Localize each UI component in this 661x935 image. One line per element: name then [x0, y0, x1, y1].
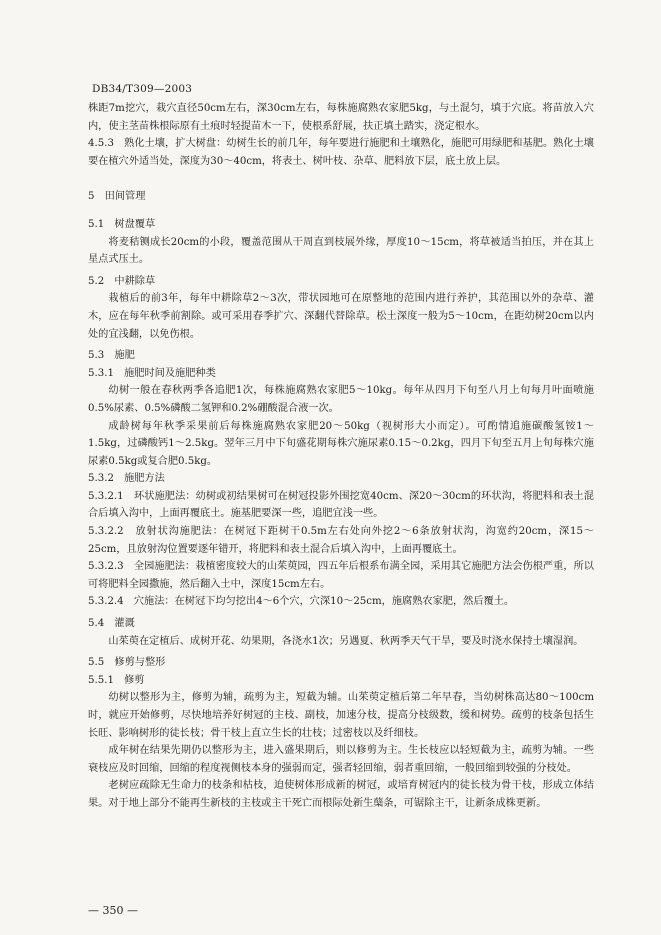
page-number: — 350 —	[88, 904, 138, 917]
paragraph: 株距7m挖穴，栽穴直径50cm左右，深30cm左右，每株施腐熟农家肥5kg，与土混匀，填于穴底。将苗放入穴内，使主茎苗株根际原有土痕时轻提苗木一下，使根系舒展，扶正填土踏实，浇定根水。	[88, 103, 594, 132]
paragraph: 山茱萸在定植后、成树开花、幼果期，各浇水1次；另遇夏、秋两季天气干旱，要及时浇水保持土壤湿润。	[108, 635, 584, 647]
paragraph: 老树应疏除无生命力的枝条和枯枝，迫使树体形成新的树冠，或培育树冠内的徒长枝为骨干枝，形成立体结果。对于地上部分不能再生新枝的主枝或主干死亡而根际处新生蘖条，可锯除主干，让新条成株更新。	[88, 780, 594, 809]
paragraph: 5.3.2.1 环状施肥法：幼树或初结果树可在树冠投影外围挖宽40cm、深20～30cm的环状沟，将肥料和表土混合后填入沟中，上面再覆底土。施基肥要深一些，追肥宜浅一些。	[88, 490, 594, 520]
subsection-heading: 5.3 施肥	[88, 350, 135, 362]
standard-number: DB34/T309—2003	[92, 83, 193, 95]
paragraph: 幼树一般在春秋两季各追肥1次，每株施腐熟农家肥5～10kg。每年从四月下旬至八月上旬每月叶面喷施0.5%尿素、0.5%磷酸二氢钾和0.2%硼酸混合液一次。	[88, 385, 594, 414]
paragraph: 成年树在结果先期仍以整形为主，进入盛果期后，则以修剪为主。生长枝应以轻短截为主，疏剪为辅。一些衰枝应及时回缩，回缩的程度视侧枝本身的强弱而定，强者轻回缩，弱者重回缩，一般回缩到较强的分枝处。	[88, 745, 594, 774]
paragraph: 栽植后的前3年，每年中耕除草2～3次，带状园地可在原整地的范围内进行养护，其范围以外的杂草、灌木，应在每年秋季前割除。或可采用春季扩穴、深翻代替除草。松土深度一般为5～10cm，在距幼树20cm以内处的宜浅翻，以免伤根。	[88, 293, 594, 340]
subsection-heading: 5.5 修剪与整形	[88, 657, 166, 669]
paragraph: 5.3.2.4 穴施法：在树冠下均匀挖出4～6个穴，穴深10～25cm，施腐熟农家肥，然后覆土。	[88, 596, 515, 608]
sub-subsection-heading: 5.3.1 施肥时间及施肥种类	[88, 367, 216, 379]
paragraph: 4.5.3 熟化土壤，扩大树盘：幼树生长的前几年，每年要进行施肥和土壤熟化，施肥可用绿肥和基肥。熟化土壤要在植穴外适当处，深度为30～40cm，将表土、树叶枝、杂草、肥料放下层，底土放上层。	[88, 138, 594, 167]
document-body	[88, 100, 594, 813]
paragraph: 成龄树每年秋季采果前后每株施腐熟农家肥20～50kg（视树形大小而定）。可酌情追施碳酸氢铵1～1.5kg，过磷酸钙1～2.5kg。翌年三月中下旬盛花期每株穴施尿素0.15～0.2kg，四月下旬至五月上旬每株穴施尿素0.5kg或复合肥0.5kg。	[88, 420, 594, 467]
sub-subsection-heading: 5.5.1 修剪	[88, 674, 145, 686]
subsection-heading: 5.2 中耕除草	[88, 275, 156, 287]
subsection-heading: 5.1 树盘覆草	[88, 218, 156, 230]
section-heading: 5 田间管理	[88, 191, 146, 203]
paragraph: 将麦秸铡成长20cm的小段，覆盖范围从干周直到枝展外缘，厚度10～15cm，将草被适当拍压，并在其上星点式压土。	[88, 236, 594, 266]
subsection-heading: 5.4 灌溉	[88, 618, 135, 630]
sub-subsection-heading: 5.3.2 施肥方法	[88, 473, 165, 485]
paragraph: 幼树以整形为主，修剪为辅，疏剪为主，短截为辅。山茱萸定植后第二年早春，当幼树株高达80～100cm时，就应开始修剪，尽快地培养好树冠的主枝、副枝，加速分枝，提高分枝级数，缓和树势。疏剪的枝条包括生长旺、影响树形的徒长枝；骨干枝上直立生长的壮枝；过密枝以及纤细枝。	[88, 692, 594, 739]
paragraph: 5.3.2.2 放射状沟施肥法：在树冠下距树干0.5m左右处向外挖2～6条放射状沟，沟宽约20cm，深15～25cm，且放射沟位置要逐年错开，将肥料和表土混合后填入沟中，上面再覆底土。	[88, 526, 594, 555]
paragraph: 5.3.2.3 全园施肥法：栽植密度较大的山茱萸园，四五年后根系布满全园，采用其它施肥方法会伤根严重，所以可将肥料全园撒施，然后翻入土中，深度15cm左右。	[88, 561, 594, 590]
